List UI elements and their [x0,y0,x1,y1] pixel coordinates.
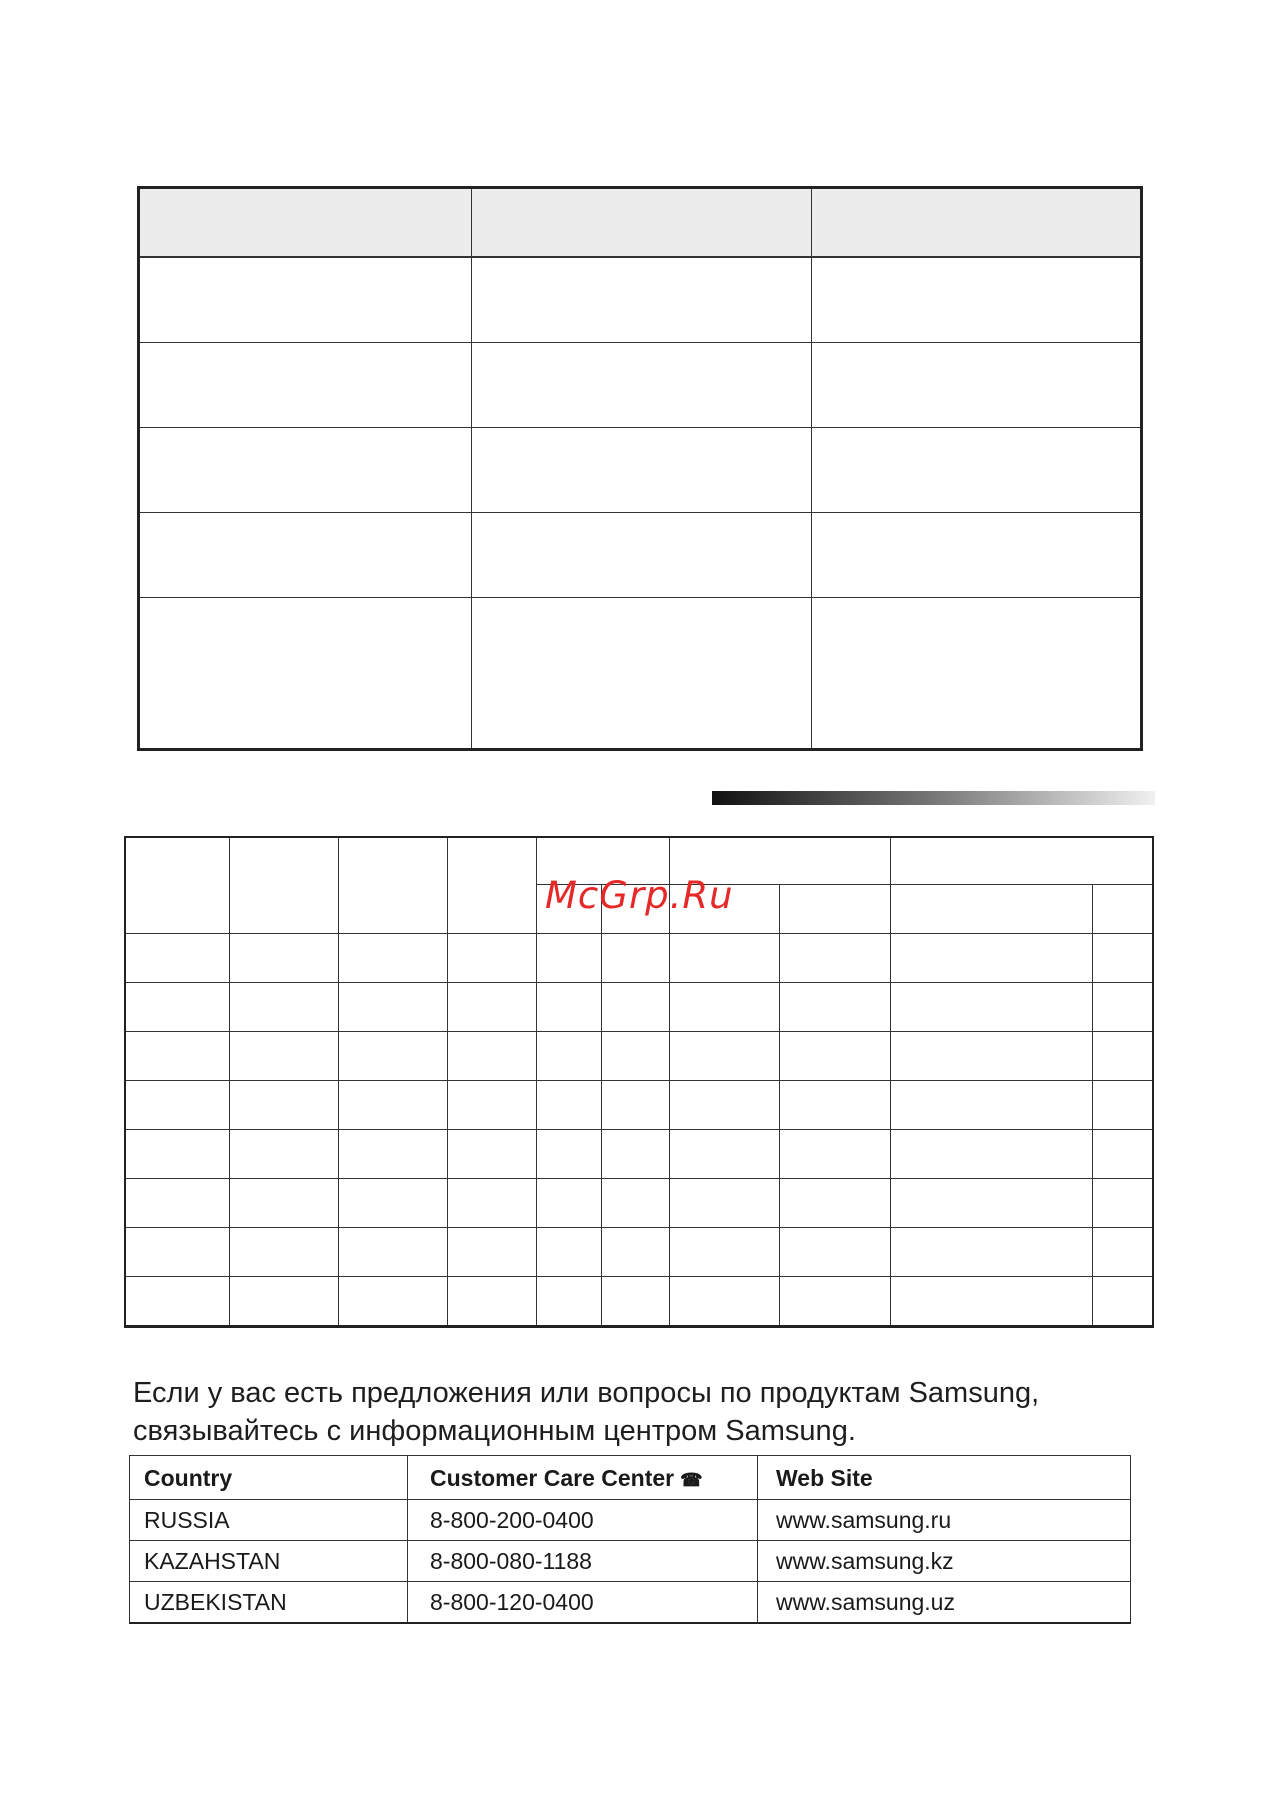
table-cell [139,343,472,428]
table-cell [472,257,812,343]
table-cell [125,1081,229,1130]
table-cell [125,983,229,1032]
table-cell [536,1277,601,1327]
table-cell [890,1032,1092,1081]
contacts-row-kazahstan [130,1541,1131,1582]
country-cell: KAZAHSTAN [130,1541,408,1582]
web-site-header: Web Site [758,1456,1131,1500]
table-header-cell [472,188,812,258]
table-cell [338,1277,447,1327]
table-cell [536,1081,601,1130]
table-cell [601,1277,669,1327]
table-cell [447,1228,536,1277]
table-header-row [139,188,1142,258]
table-cell [447,1179,536,1228]
table-row [125,1179,1153,1228]
table-cell [125,1228,229,1277]
table-cell [669,1130,779,1179]
table-cell [536,1228,601,1277]
table-cell [447,1081,536,1130]
table-cell [812,343,1142,428]
table-cell [338,1032,447,1081]
table-cell [338,1179,447,1228]
table-cell [779,1081,890,1130]
table-cell [338,983,447,1032]
table-cell [779,1130,890,1179]
table-header-cell [125,837,229,934]
info-line-1: Если у вас есть предложения или вопросы по продуктам Samsung, [133,1377,1040,1409]
table-cell [447,983,536,1032]
info-line-2: связывайтесь с информационным центром Samsung. [133,1415,856,1447]
table-cell [601,1130,669,1179]
contacts-row-russia [130,1500,1131,1541]
table-cell [779,1228,890,1277]
contacts-header-row [130,1456,1131,1500]
table-cell [447,1032,536,1081]
table-header-cell [229,837,338,934]
table-cell [812,513,1142,598]
table-cell [1092,1081,1153,1130]
table-cell [812,428,1142,513]
table-cell [1092,1228,1153,1277]
table-cell [536,934,601,983]
table-row [125,934,1153,983]
table-cell [890,934,1092,983]
table-cell [229,1228,338,1277]
contacts-table [129,1455,1131,1624]
table-cell [472,513,812,598]
phone-cell: 8-800-080-1188 [408,1541,758,1582]
table-row [139,428,1142,513]
table-cell [139,428,472,513]
phone-cell: 8-800-200-0400 [408,1500,758,1541]
web-link[interactable]: www.samsung.kz [758,1541,1131,1582]
care-center-label: Customer Care Center [430,1465,675,1491]
section-gradient-bar [712,791,1155,805]
table-cell [447,1277,536,1327]
table-cell [669,1228,779,1277]
table-row [139,343,1142,428]
table-row [125,1032,1153,1081]
table-cell [472,343,812,428]
table-cell [1092,1130,1153,1179]
table-cell [890,983,1092,1032]
table-cell [890,1081,1092,1130]
table-cell [125,1032,229,1081]
table-cell [536,1179,601,1228]
table-cell [447,934,536,983]
table-cell [1092,1277,1153,1327]
table-cell [125,1179,229,1228]
table-row [139,598,1142,750]
table-cell [229,1130,338,1179]
table-cell [125,1277,229,1327]
table-cell [669,1179,779,1228]
care-center-header [408,1456,758,1500]
phone-cell: 8-800-120-0400 [408,1582,758,1624]
web-link[interactable]: www.samsung.ru [758,1500,1131,1541]
table-row [139,257,1142,343]
table-cell [1092,1032,1153,1081]
table-cell [472,428,812,513]
table-cell [669,1277,779,1327]
country-header: Country [130,1456,408,1500]
table-cell [779,1179,890,1228]
table-cell [812,598,1142,750]
table-header-cell [779,885,890,934]
table-cell [536,1032,601,1081]
table-cell [229,1277,338,1327]
table-cell [890,1130,1092,1179]
contacts-row-uzbekistan [130,1582,1131,1624]
country-cell: RUSSIA [130,1500,408,1541]
table-cell [779,1277,890,1327]
table-cell [779,1032,890,1081]
table-cell [601,1228,669,1277]
table-cell [139,257,472,343]
table-row [125,1277,1153,1327]
watermark-text: McGrp.Ru [545,874,734,917]
table-cell [229,934,338,983]
table-cell [125,934,229,983]
table-cell [338,1081,447,1130]
table-cell [669,1032,779,1081]
info-paragraph [133,1374,1133,1450]
table-cell [890,1277,1092,1327]
table-cell [229,1032,338,1081]
table-header-cell [890,885,1092,934]
table-cell [229,983,338,1032]
table-cell [812,257,1142,343]
table-row [125,1130,1153,1179]
table-cell [669,934,779,983]
table-cell [890,1179,1092,1228]
table-cell [229,1179,338,1228]
table-cell [125,1130,229,1179]
table-cell [536,983,601,1032]
table-cell [1092,983,1153,1032]
table-row [139,513,1142,598]
table-cell [229,1081,338,1130]
table-row [125,1228,1153,1277]
table-cell [669,983,779,1032]
web-link[interactable]: www.samsung.uz [758,1582,1131,1624]
table-cell [139,598,472,750]
table-header-cell [890,837,1153,885]
table-cell [779,934,890,983]
table-header-cell [338,837,447,934]
table-cell [447,1130,536,1179]
table-cell [1092,934,1153,983]
phone-icon: ☎ [680,1470,703,1490]
table-cell [338,1130,447,1179]
table-cell [890,1228,1092,1277]
table-cell [338,1228,447,1277]
table-cell [338,934,447,983]
table-header-cell [139,188,472,258]
service-record-table [137,186,1143,751]
table-cell [601,1032,669,1081]
table-header-cell [812,188,1142,258]
table-cell [139,513,472,598]
table-header-cell [447,837,536,934]
table-cell [669,1081,779,1130]
table-cell [779,983,890,1032]
table-cell [601,934,669,983]
table-header-cell [1092,885,1153,934]
table-cell [536,1130,601,1179]
table-cell [1092,1179,1153,1228]
table-row [125,983,1153,1032]
table-row [125,1081,1153,1130]
table-cell [601,1081,669,1130]
table-cell [472,598,812,750]
table-cell [601,1179,669,1228]
country-cell: UZBEKISTAN [130,1582,408,1624]
table-cell [601,983,669,1032]
